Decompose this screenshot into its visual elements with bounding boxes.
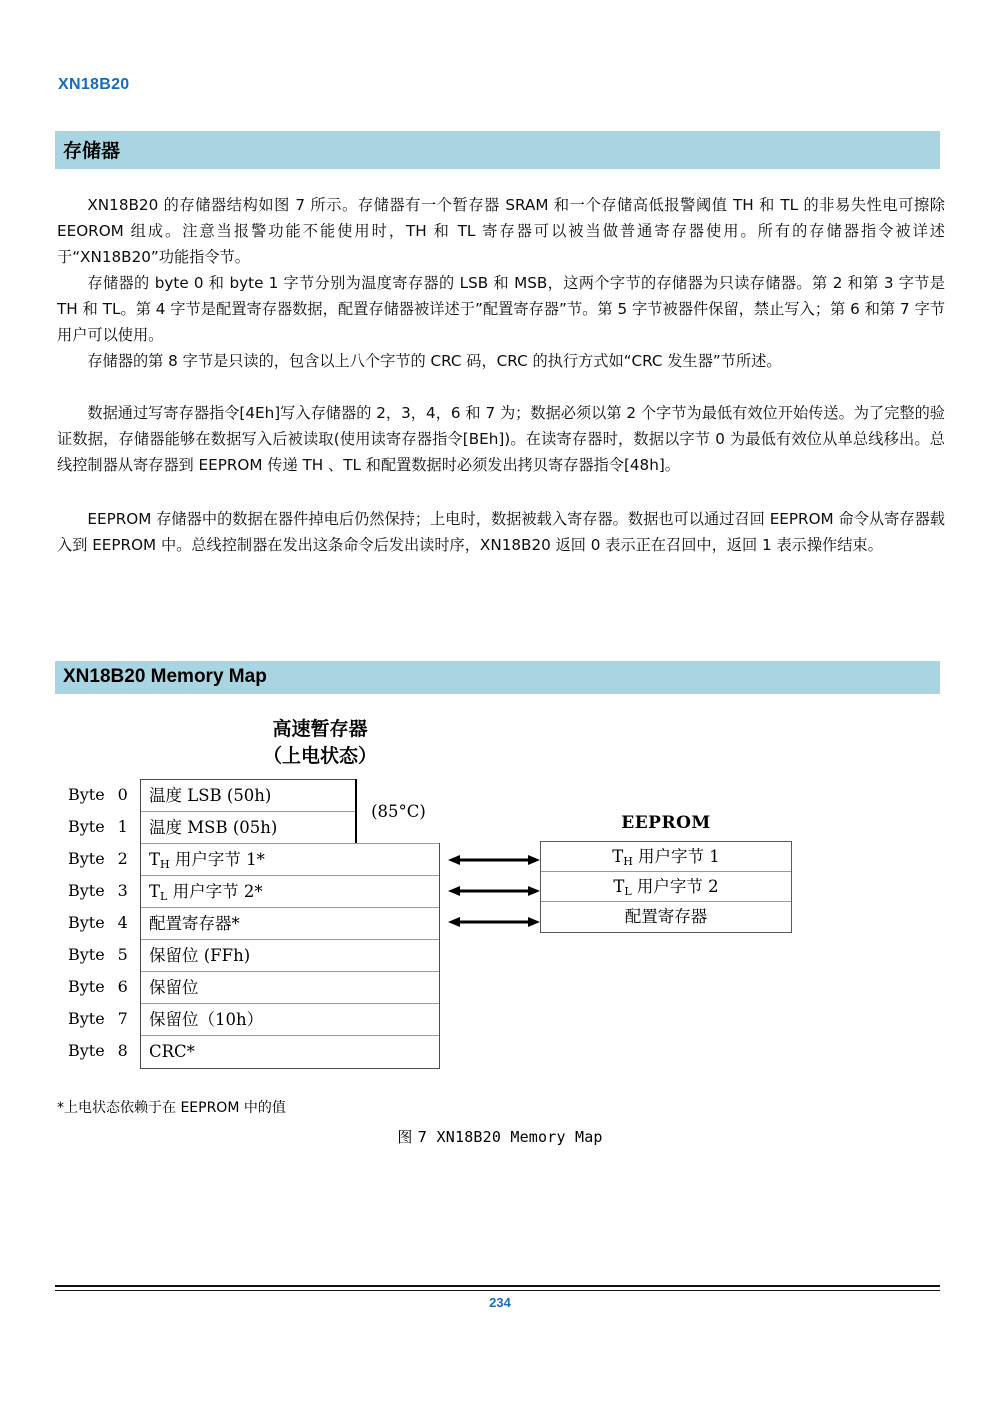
byte-word: Byte bbox=[68, 945, 105, 964]
eeprom-cell-prefix: T bbox=[613, 877, 625, 896]
scratchpad-row-byte5 bbox=[141, 940, 439, 972]
paragraph-write-scratchpad bbox=[57, 400, 945, 479]
footer-rule-thin bbox=[55, 1290, 940, 1291]
scratchpad-row-byte8 bbox=[141, 1036, 439, 1068]
temperature-value-box bbox=[355, 779, 440, 843]
scratchpad-cell-text: CRC* bbox=[149, 1042, 195, 1061]
arrow-th-transfer bbox=[448, 853, 540, 855]
scratchpad-cell-text: 保留位 bbox=[149, 978, 199, 997]
scratchpad-title bbox=[200, 716, 440, 770]
eeprom-row-th bbox=[541, 842, 791, 872]
paragraph-text: EEPROM 存储器中的数据在器件掉电后仍然保持；上电时，数据被载入寄存器。数据也可以通过召回 EEPROM 命令从寄存器载入到 EEPROM 中。总线控制器在发出这条命令后发出读时序，XN18B20 返回 0 表示正在召回中，返回 1 表示操作结束。 bbox=[57, 510, 945, 555]
scratchpad-cell-text: 温度 LSB (50h) bbox=[149, 786, 272, 805]
paragraph-memory-structure bbox=[57, 192, 945, 271]
section-heading-memory bbox=[55, 131, 940, 169]
byte-number: 2 bbox=[117, 849, 128, 868]
section-heading-memory-label: 存储器 bbox=[63, 140, 121, 162]
scratchpad-row-byte6 bbox=[141, 972, 439, 1004]
scratchpad-cell-subscript: H bbox=[160, 858, 170, 871]
figure-caption-number: 图 7 bbox=[397, 1128, 428, 1146]
page-number: 234 bbox=[489, 1295, 511, 1310]
scratchpad-row-byte3 bbox=[141, 876, 439, 908]
scratchpad-cell-text: 用户字节 1* bbox=[169, 850, 265, 869]
byte-label-column bbox=[68, 779, 140, 1067]
paragraph-crc-byte bbox=[57, 348, 945, 374]
scratchpad-cell-text: 温度 MSB (05h) bbox=[149, 818, 278, 837]
eeprom-cell-text: 配置寄存器 bbox=[624, 907, 708, 926]
paragraph-text: 存储器的 byte 0 和 byte 1 字节分别为温度寄存器的 LSB 和 MSB，这两个字节的存储器为只读存储器。第 2 和第 3 字节是 TH 和 TL。第 4 字节是配置寄存器数据，配置存储器被详述于”配置寄存器”节。第 5 字节被器件保留，禁止写入；第 6 和第 7 字节用户可以使用。 bbox=[57, 274, 945, 345]
scratchpad-row-byte4 bbox=[141, 908, 439, 940]
eeprom-cell-subscript: H bbox=[623, 855, 633, 868]
eeprom-cell-text: 用户字节 2 bbox=[631, 877, 719, 896]
memory-map-diagram bbox=[0, 700, 1000, 1100]
byte-number: 5 bbox=[117, 945, 128, 964]
byte-word: Byte bbox=[68, 849, 105, 868]
byte-label-7 bbox=[68, 1003, 140, 1035]
figure-caption-title: XN18B20 Memory Map bbox=[436, 1128, 603, 1146]
eeprom-row-tl bbox=[541, 872, 791, 902]
eeprom-cell-subscript: L bbox=[624, 885, 632, 898]
arrow-config-transfer bbox=[448, 915, 540, 917]
byte-label-0 bbox=[68, 779, 140, 811]
byte-number: 4 bbox=[117, 913, 128, 932]
eeprom-cell-text: 用户字节 1 bbox=[632, 847, 720, 866]
byte-label-3 bbox=[68, 875, 140, 907]
byte-label-5 bbox=[68, 939, 140, 971]
byte-label-8 bbox=[68, 1035, 140, 1067]
byte-number: 3 bbox=[117, 881, 128, 900]
footer-rule-thick bbox=[55, 1285, 940, 1287]
scratchpad-cell-text: 配置寄存器* bbox=[149, 914, 240, 933]
scratchpad-cell-text: 用户字节 2* bbox=[167, 882, 263, 901]
byte-word: Byte bbox=[68, 1041, 105, 1060]
byte-word: Byte bbox=[68, 881, 105, 900]
scratchpad-cell-text: 保留位 (FFh) bbox=[149, 946, 251, 965]
byte-number: 7 bbox=[117, 1009, 128, 1028]
eeprom-table bbox=[540, 841, 792, 933]
scratchpad-cell-prefix: T bbox=[149, 882, 161, 901]
paragraph-text: 数据通过写寄存器指令[4Eh]写入存储器的 2，3，4，6 和 7 为；数据必须以第 2 个字节为最低有效位开始传送。为了完整的验证数据，存储器能够在数据写入后被读取(使用读寄存器指令[BEh])。在读寄存器时，数据以字节 0 为最低有效位从单总线移出。总线控制器从寄存器到 EEPROM 传递 TH 、TL 和配置数据时必须发出拷贝寄存器指令[48h]。 bbox=[57, 404, 945, 475]
eeprom-row-config bbox=[541, 902, 791, 932]
byte-number: 1 bbox=[117, 817, 128, 836]
eeprom-title: EEPROM bbox=[621, 813, 711, 833]
eeprom-cell-prefix: T bbox=[612, 847, 624, 866]
byte-word: Byte bbox=[68, 913, 105, 932]
figure-caption bbox=[0, 1126, 1000, 1147]
byte-word: Byte bbox=[68, 1009, 105, 1028]
scratchpad-cell-text: 保留位（10h） bbox=[149, 1010, 264, 1029]
running-head-title: XN18B20 bbox=[58, 76, 130, 93]
scratchpad-row-byte7 bbox=[141, 1004, 439, 1036]
arrow-tl-transfer bbox=[448, 884, 540, 886]
byte-label-6 bbox=[68, 971, 140, 1003]
scratchpad-cell-subscript: L bbox=[160, 890, 168, 903]
scratchpad-title-line2: （上电状态） bbox=[262, 745, 377, 767]
paragraph-eeprom-retention bbox=[57, 506, 945, 558]
byte-word: Byte bbox=[68, 785, 105, 804]
byte-number: 6 bbox=[117, 977, 128, 996]
paragraph-byte-layout bbox=[57, 270, 945, 349]
paragraph-text: XN18B20 的存储器结构如图 7 所示。存储器有一个暂存器 SRAM 和一个存储高低报警阈值 TH 和 TL 的非易失性电可擦除 EEOROM 组成。注意当报警功能不能使用时，TH 和 TL 寄存器可以被当做普通寄存器使用。所有的存储器指令被详述于“XN18B20”功能指令节。 bbox=[57, 196, 945, 267]
temperature-value-label: (85°C) bbox=[371, 801, 426, 821]
paragraph-text: 存储器的第 8 字节是只读的，包含以上八个字节的 CRC 码，CRC 的执行方式如“CRC 发生器”节所述。 bbox=[87, 352, 782, 370]
byte-number: 0 bbox=[117, 785, 128, 804]
diagram-footnote: *上电状态依赖于在 EEPROM 中的值 bbox=[57, 1100, 286, 1116]
byte-label-2 bbox=[68, 843, 140, 875]
byte-number: 8 bbox=[117, 1041, 128, 1060]
section-heading-memory-map-label: XN18B20 Memory Map bbox=[63, 666, 267, 687]
scratchpad-title-line1: 高速暂存器 bbox=[272, 718, 368, 740]
byte-word: Byte bbox=[68, 817, 105, 836]
byte-word: Byte bbox=[68, 977, 105, 996]
scratchpad-row-byte2 bbox=[141, 844, 439, 876]
byte-label-1 bbox=[68, 811, 140, 843]
byte-label-4 bbox=[68, 907, 140, 939]
section-heading-memory-map bbox=[55, 661, 940, 694]
scratchpad-cell-prefix: T bbox=[149, 850, 161, 869]
